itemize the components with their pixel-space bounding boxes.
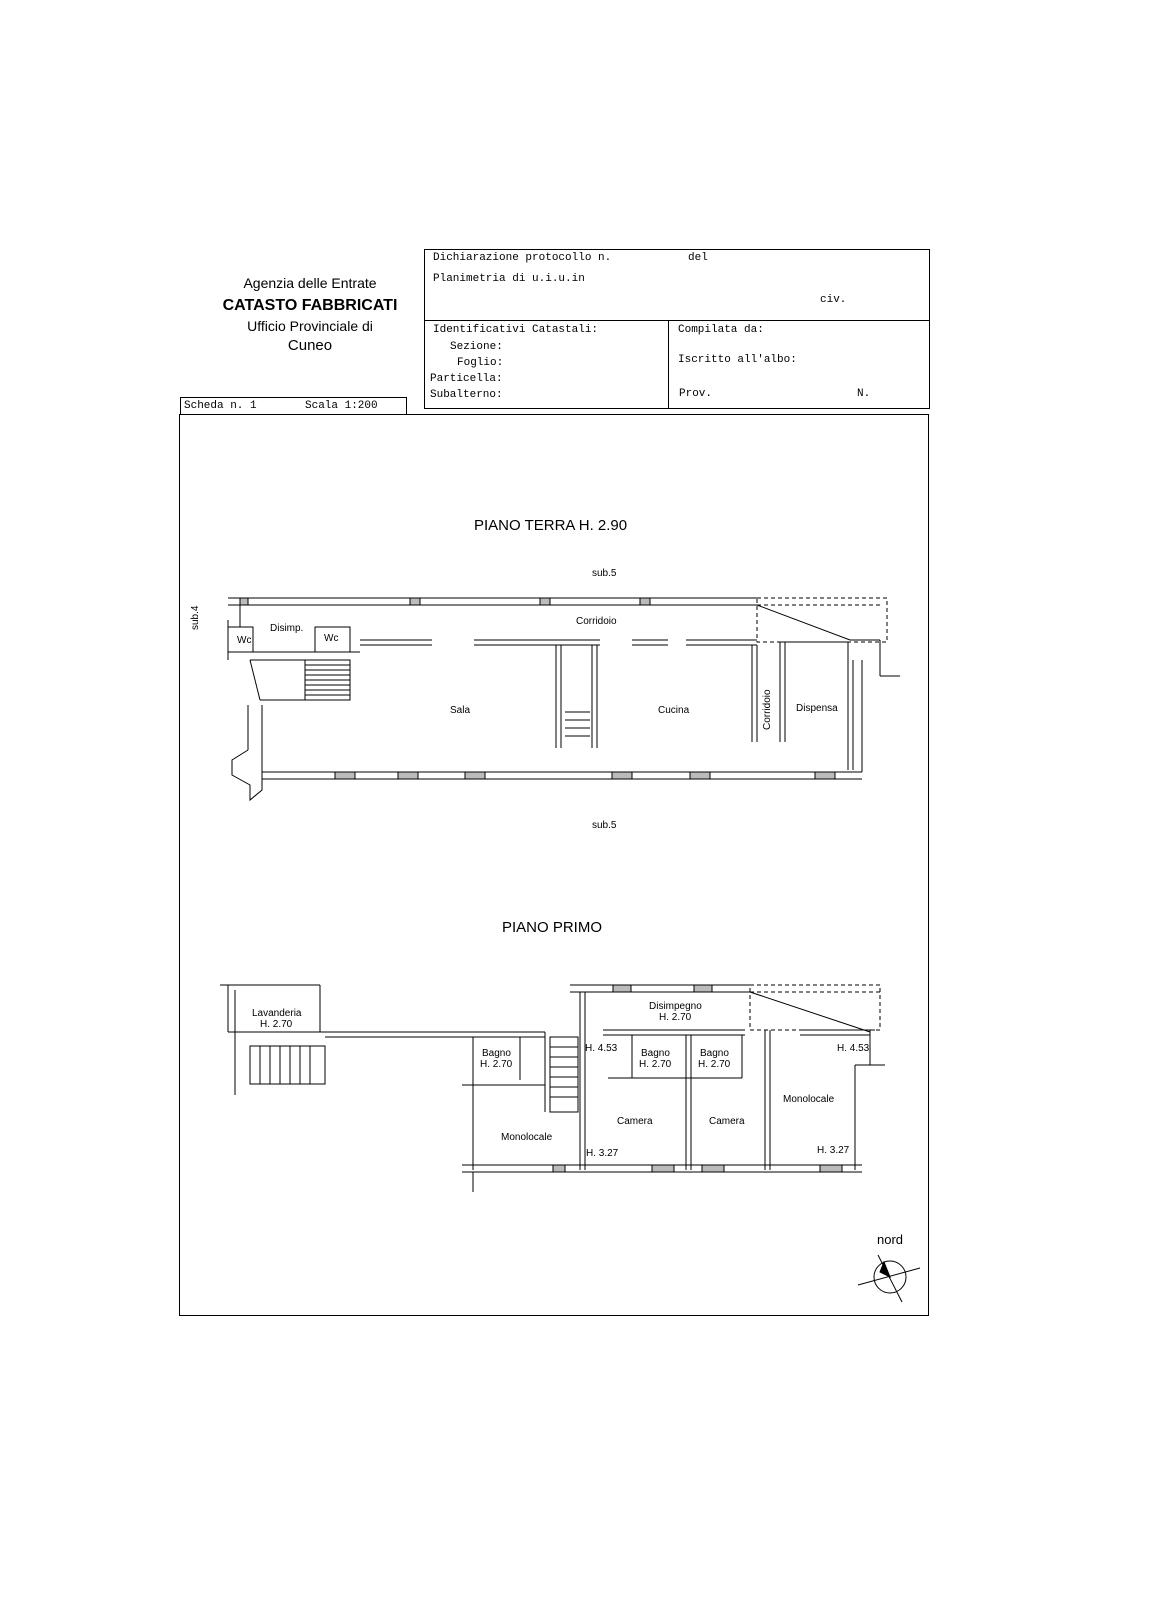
bagno-right-height: H. 2.70 (698, 1059, 731, 1070)
height-327-left: H. 3.27 (586, 1148, 619, 1159)
sub4-label: sub.4 (190, 605, 201, 630)
compilata-label: Compilata da: (678, 324, 764, 336)
bagno-left-height: H. 2.70 (480, 1059, 513, 1070)
cucina-label: Cucina (658, 705, 690, 716)
height-327-right: H. 3.27 (817, 1145, 850, 1156)
corridoio-vertical-label: Corridoio (762, 689, 773, 730)
north-label: nord (877, 1232, 904, 1247)
bagno-right-label: Bagno (700, 1048, 729, 1059)
monolocale-right-label: Monolocale (783, 1094, 835, 1105)
north-compass (858, 1255, 920, 1302)
ground-floor-walls (228, 598, 900, 800)
first-floor-walls (220, 985, 885, 1192)
bagno-middle-label: Bagno (641, 1048, 670, 1059)
protocollo-label: Dichiarazione protocollo n. (433, 252, 612, 264)
height-453-right: H. 4.53 (837, 1043, 870, 1054)
disimpegno-label: Disimpegno (649, 1001, 702, 1012)
planimetria-label: Planimetria di u.i.u.in (433, 273, 585, 285)
prov-label: Prov. (679, 388, 713, 400)
province-name: Cuneo (287, 337, 333, 354)
sezione-label: Sezione: (450, 341, 503, 353)
iscritto-label: Iscritto all'albo: (678, 354, 797, 366)
bagno-left-label: Bagno (482, 1048, 511, 1059)
camera-left-label: Camera (617, 1116, 653, 1127)
agency-name: Agenzia delle Entrate (243, 275, 377, 291)
disimpegno-height: H. 2.70 (659, 1012, 692, 1023)
camera-right-label: Camera (709, 1116, 745, 1127)
sub5-bottom-label: sub.5 (592, 820, 617, 831)
scala-label: Scala 1:200 (305, 400, 378, 412)
foglio-label: Foglio: (457, 357, 504, 369)
monolocale-left-label: Monolocale (501, 1132, 553, 1143)
lavanderia-height: H. 2.70 (260, 1019, 293, 1030)
height-453-left: H. 4.53 (585, 1043, 618, 1054)
n-label: N. (857, 388, 871, 400)
first-floor-title: PIANO PRIMO (502, 919, 603, 936)
wc-left-label: Wc (237, 635, 252, 646)
disimp-label: Disimp. (270, 623, 304, 634)
civ-label: civ. (820, 294, 847, 306)
sala-label: Sala (450, 705, 471, 716)
identificativi-label: Identificativi Catastali: (433, 324, 599, 336)
sub5-top-label: sub.5 (592, 568, 617, 579)
bagno-middle-height: H. 2.70 (639, 1059, 672, 1070)
particella-label: Particella: (430, 373, 503, 385)
catasto-title: CATASTO FABBRICATI (222, 297, 398, 314)
lavanderia-label: Lavanderia (252, 1008, 302, 1019)
subalterno-label: Subalterno: (430, 389, 503, 401)
dispensa-label: Dispensa (796, 703, 838, 714)
ground-floor-title: PIANO TERRA H. 2.90 (474, 517, 628, 534)
corridoio-label: Corridoio (576, 616, 617, 627)
del-label: del (688, 252, 708, 264)
wc-right-label: Wc (324, 633, 339, 644)
scheda-label: Scheda n. 1 (184, 400, 257, 412)
ufficio-label: Ufficio Provinciale di (247, 318, 373, 334)
